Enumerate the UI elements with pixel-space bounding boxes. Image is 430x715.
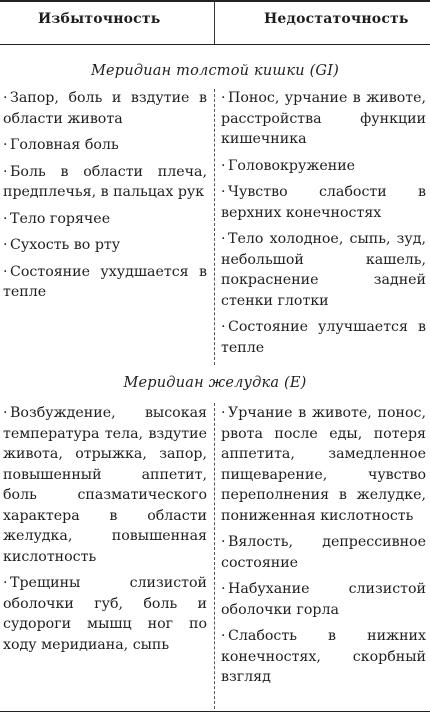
list-item: · Состояние ухудшается в тепле bbox=[3, 263, 207, 300]
list-item: · Слабость в нижних конечностях, скорбный взгляд bbox=[221, 628, 426, 685]
excess-column-stomach bbox=[3, 403, 207, 655]
list-item: · Чувство слабости в верхних конечностях bbox=[221, 184, 426, 221]
list-item: · Урчание в животе, понос, рвота после еды, потеря аппетита, замедленное пищеварение, чувство переполнения в желудке, пониженная кислотность bbox=[221, 405, 426, 524]
excess-column-large-intestine bbox=[3, 88, 207, 303]
column-divider bbox=[214, 89, 215, 365]
list-item: · Запор, боль и вздутие в области живота bbox=[3, 90, 207, 127]
list-item: · Состояние улучшается в тепле bbox=[221, 319, 426, 356]
column-divider bbox=[214, 403, 215, 709]
list-item: · Набухание слизистой оболочки горла bbox=[221, 581, 426, 618]
list-item: · Головокружение bbox=[221, 157, 356, 174]
header-rule bbox=[0, 44, 430, 45]
list-item: · Возбуждение, высокая температура тела, вздутие живота, отрыжка, запор, повышенный аппетит, боль спазматического характера в области желудка, повышенная кислотность bbox=[3, 405, 207, 565]
list-item: · Трещины слизистой оболочки губ, боль и судороги мышц ног по ходу меридиана, сыпь bbox=[3, 575, 207, 653]
deficiency-column-stomach bbox=[221, 403, 426, 688]
header-excess: Избыточность bbox=[38, 11, 161, 27]
section-title-large-intestine: Меридиан толстой кишки (GI) bbox=[90, 63, 339, 79]
list-item: · Тело горячее bbox=[3, 210, 111, 227]
section-title-stomach: Меридиан желудка (E) bbox=[123, 375, 307, 391]
header-divider bbox=[214, 0, 215, 44]
table-bottom-rule bbox=[0, 711, 430, 712]
header-deficiency: Недостаточность bbox=[264, 11, 409, 27]
list-item: · Головная боль bbox=[3, 137, 119, 153]
list-item: · Боль в области плеча, предплечья, в пальцах рук bbox=[3, 163, 207, 200]
table-top-rule bbox=[0, 0, 430, 2]
list-item: · Сухость во рту bbox=[3, 237, 121, 253]
list-item: · Тело холодное, сыпь, зуд, небольшой кашель, покраснение задней стенки глотки bbox=[221, 231, 426, 309]
list-item: · Вялость, депрессивное состояние bbox=[221, 534, 426, 571]
list-item: · Понос, урчание в животе, расстройства функции кишечника bbox=[221, 90, 426, 147]
deficiency-column-large-intestine bbox=[221, 88, 426, 358]
